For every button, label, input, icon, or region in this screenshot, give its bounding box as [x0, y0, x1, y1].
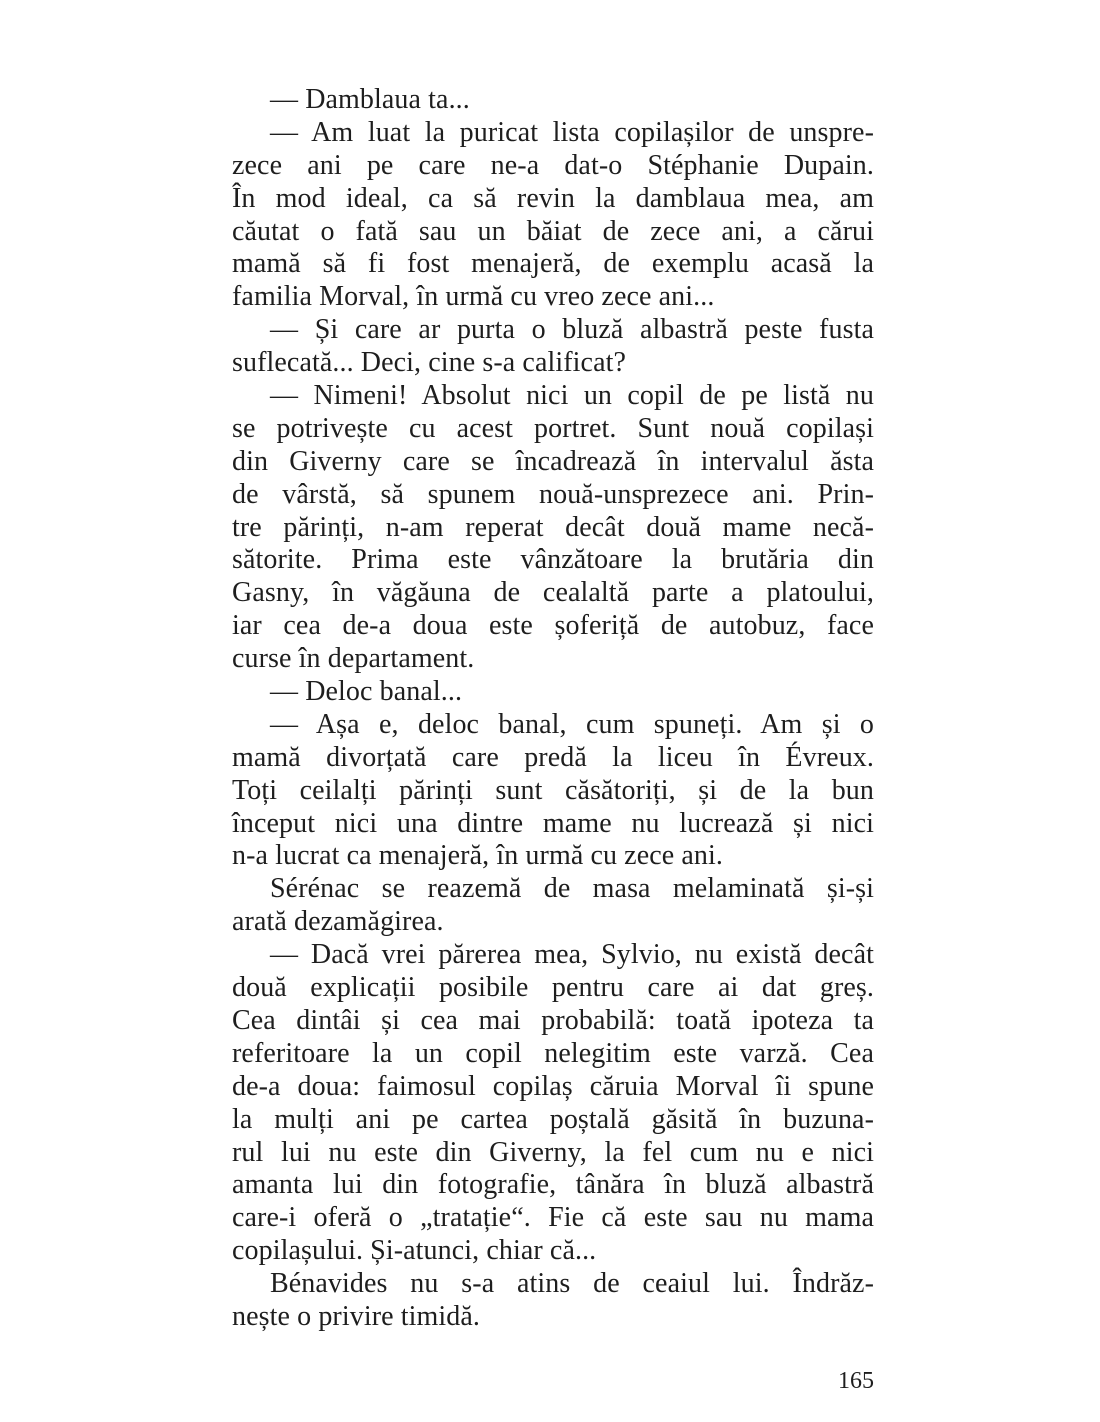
text-line: Sérénac se reazemă de masa melaminată și-și [270, 873, 874, 905]
text-line: nește o privire timidă. [232, 1300, 481, 1332]
text-line: familia Morval, în urmă cu vreo zece ani... [232, 281, 715, 313]
text-line: copilașului. Și-atunci, chiar că... [232, 1235, 597, 1267]
text-line: de vârstă, să spunem nouă-unsprezece ani. Prin- [232, 478, 874, 510]
text-line: n-a lucrat ca menajeră, în urmă cu zece ani. [232, 840, 723, 872]
text-line: referitoare la un copil nelegitim este varză. Cea [232, 1037, 874, 1069]
page-number: 165 [838, 1368, 874, 1394]
text-line: Gasny, în văgăuna de cealaltă parte a platoului, [232, 577, 874, 609]
text-line: care-i oferă o „tratație“. Fie că este sau nu mama [232, 1202, 874, 1234]
text-line: amanta lui din fotografie, tânăra în bluză albastră [232, 1169, 874, 1201]
text-line: suflecată... Deci, cine s-a calificat? [232, 347, 627, 379]
text-line: se potrivește cu acest portret. Sunt nouă copilași [232, 412, 874, 444]
text-line: Toți ceilalți părinți sunt căsătoriți, și de la bun [232, 774, 874, 806]
text-line: Bénavides nu s-a atins de ceaiul lui. Îndrăz- [270, 1268, 874, 1300]
page-body-text [232, 84, 874, 1334]
text-line: sătorite. Prima este vânzătoare la brutăria din [232, 544, 874, 576]
text-line: mamă divorțată care predă la liceu în Évreux. [232, 741, 874, 773]
text-line: la mulți ani pe cartea poștală găsită în buzuna- [232, 1103, 874, 1135]
text-line: — Damblaua ta... [270, 84, 470, 115]
text-line: curse în departament. [232, 643, 475, 675]
text-line: zece ani pe care ne-a dat-o Stéphanie Dupain. [232, 149, 874, 181]
text-line: început nici una dintre mame nu lucrează și nici [232, 807, 874, 839]
text-line: căutat o fată sau un băiat de zece ani, a cărui [232, 215, 874, 247]
text-line: iar cea de-a doua este șoferiță de autobuz, face [232, 610, 874, 642]
text-line: rul lui nu este din Giverny, la fel cum nu e nici [232, 1136, 874, 1168]
text-line: — Am luat la puricat lista copilașilor de unspre- [270, 116, 874, 148]
text-line: În mod ideal, ca să revin la damblaua mea, am [232, 182, 874, 214]
text-line: — Deloc banal... [270, 676, 463, 708]
text-line: — Așa e, deloc banal, cum spuneți. Am și o [270, 708, 874, 740]
text-line: două explicații posibile pentru care ai dat greș. [232, 972, 874, 1004]
text-line: — Nimeni! Absolut nici un copil de pe listă nu [270, 380, 874, 412]
text-line: de-a doua: faimosul copilaș căruia Morval îi spune [232, 1070, 874, 1102]
text-line: arată dezamăgirea. [232, 906, 444, 938]
text-line: — Dacă vrei părerea mea, Sylvio, nu există decât [270, 939, 874, 971]
text-line: tre părinți, n-am reperat decât două mame necă- [232, 511, 874, 543]
text-line: mamă să fi fost menajeră, de exemplu acasă la [232, 248, 874, 280]
text-line: din Giverny care se încadrează în intervalul ăsta [232, 445, 874, 477]
text-line: — Și care ar purta o bluză albastră peste fusta [270, 314, 874, 346]
text-line: Cea dintâi și cea mai probabilă: toată ipoteza ta [232, 1004, 874, 1036]
